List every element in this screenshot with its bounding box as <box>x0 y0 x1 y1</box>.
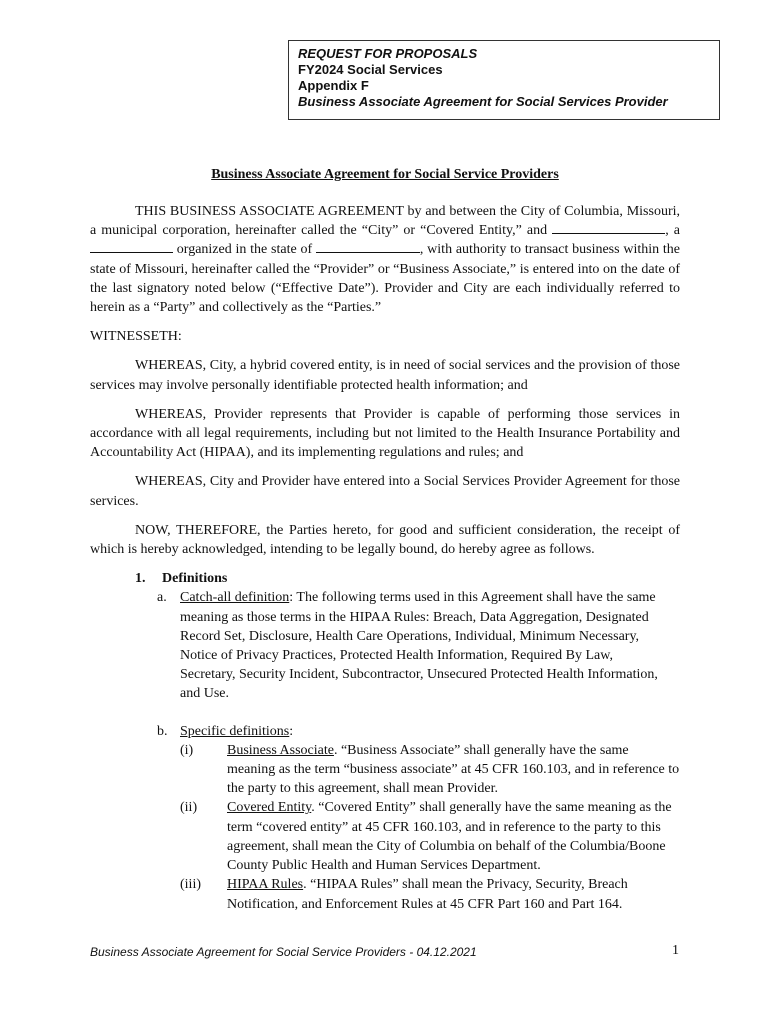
definition-a <box>90 588 680 703</box>
definition-b-term: Specific definitions <box>180 723 290 739</box>
definition-a-text <box>180 588 660 703</box>
definition-a-body: : The following terms used in this Agreement shall have the same meaning as those terms in the HIPAA Rules: Breach, Data Aggregation, Designated Record Set, Disclosure, Health Care Operations, Individual, Minimum Necessary, Notice of Privacy Practices, Protected Health Information, Required By Law, Secretary, Security Incident, Subcontractor, Unsecured Protected Health Information, and Use. <box>180 590 658 702</box>
definition-b-text <box>180 722 660 741</box>
header-line-1: REQUEST FOR PROPOSALS <box>298 46 478 61</box>
rfp-header-box <box>288 40 720 120</box>
item-label: (iii) <box>180 877 201 893</box>
definition-b-item <box>90 875 680 913</box>
item-text <box>227 798 680 875</box>
definition-b <box>90 722 680 741</box>
definition-b-item <box>90 798 680 875</box>
document-title: Business Associate Agreement for Social Service Providers <box>211 167 559 182</box>
item-body: . “HIPAA Rules” shall mean the Privacy, Security, Breach Notification, and Enforcement Rules at 45 CFR Part 160 and Part 164. <box>227 877 628 912</box>
item-text <box>227 741 680 799</box>
provider-name-blank <box>552 221 665 234</box>
page-number: 1 <box>672 943 679 958</box>
intro-part-2: , a <box>665 223 681 239</box>
header-line-2: FY2024 Social Services <box>298 62 443 77</box>
item-term: Business Associate <box>227 742 334 758</box>
page-footer-text: Business Associate Agreement for Social Service Providers - 04.12.2021 <box>90 945 477 959</box>
item-text <box>227 875 680 913</box>
definition-b-colon: : <box>289 723 294 739</box>
item-label: (ii) <box>180 800 198 816</box>
definition-b-label: b. <box>157 723 168 739</box>
intro-part-3: organized in the state of <box>176 242 313 258</box>
section-number: 1. <box>135 571 146 587</box>
item-body: . “Covered Entity” shall generally have the same meaning as the term “covered entity” at 45 CFR 160.103, and in reference to the party to this agreement, shall mean the City of Columbia on behalf of the Columbia/Boone County Public Health and Human Services Department. <box>227 800 672 874</box>
item-term: Covered Entity <box>227 800 312 816</box>
intro-part-1: THIS BUSINESS ASSOCIATE AGREEMENT by and between the City of Columbia, Missouri, a municipal corporation, hereinafter called the “City” or “Covered Entity,” and <box>90 204 680 239</box>
whereas-paragraph-3: WHEREAS, City and Provider have entered into a Social Services Provider Agreement for those services. <box>90 474 680 509</box>
header-line-3: Appendix F <box>298 78 369 93</box>
definition-b-item <box>90 741 680 799</box>
state-blank <box>316 240 420 253</box>
section-heading-definitions <box>90 569 680 588</box>
whereas-paragraph-2: WHEREAS, Provider represents that Provider is capable of performing those services in accordance with all legal requirements, including but not limited to the Health Insurance Portability and Accountability Act (HIPAA), and its implementing regulations and rules; and <box>90 406 680 461</box>
intro-part-4: , with authority to transact business within the state of Missouri, hereinafter called the “Provider” or “Business Associate,” is entered into on the date of the last signatory noted below (“Effective Date”). Provider and City are each individually referred to herein as a “Party” and collectively as the “Parties.” <box>90 242 681 316</box>
definition-a-term: Catch-all definition <box>180 590 290 606</box>
entity-type-blank <box>90 240 173 253</box>
item-body: . “Business Associate” shall generally have the same meaning as the term “business associate” at 45 CFR 160.103, and in reference to the party to this agreement, shall mean Provider. <box>227 742 680 797</box>
now-therefore-paragraph: NOW, THEREFORE, the Parties hereto, for good and sufficient consideration, the receipt of which is hereby acknowledged, intending to be legally bound, do hereby agree as follows. <box>90 522 680 558</box>
witnesseth: WITNESSETH: <box>90 329 182 345</box>
section-heading: Definitions <box>162 571 228 587</box>
intro-paragraph <box>90 202 680 317</box>
header-line-4: Business Associate Agreement for Social Services Provider <box>298 94 668 109</box>
document-body <box>90 202 680 914</box>
item-term: HIPAA Rules <box>227 877 304 893</box>
item-label: (i) <box>180 742 194 758</box>
definition-a-label: a. <box>157 590 167 606</box>
whereas-paragraph-1: WHEREAS, City, a hybrid covered entity, is in need of social services and the provision of those services may involve personally identifiable protected health information; and <box>90 358 680 393</box>
